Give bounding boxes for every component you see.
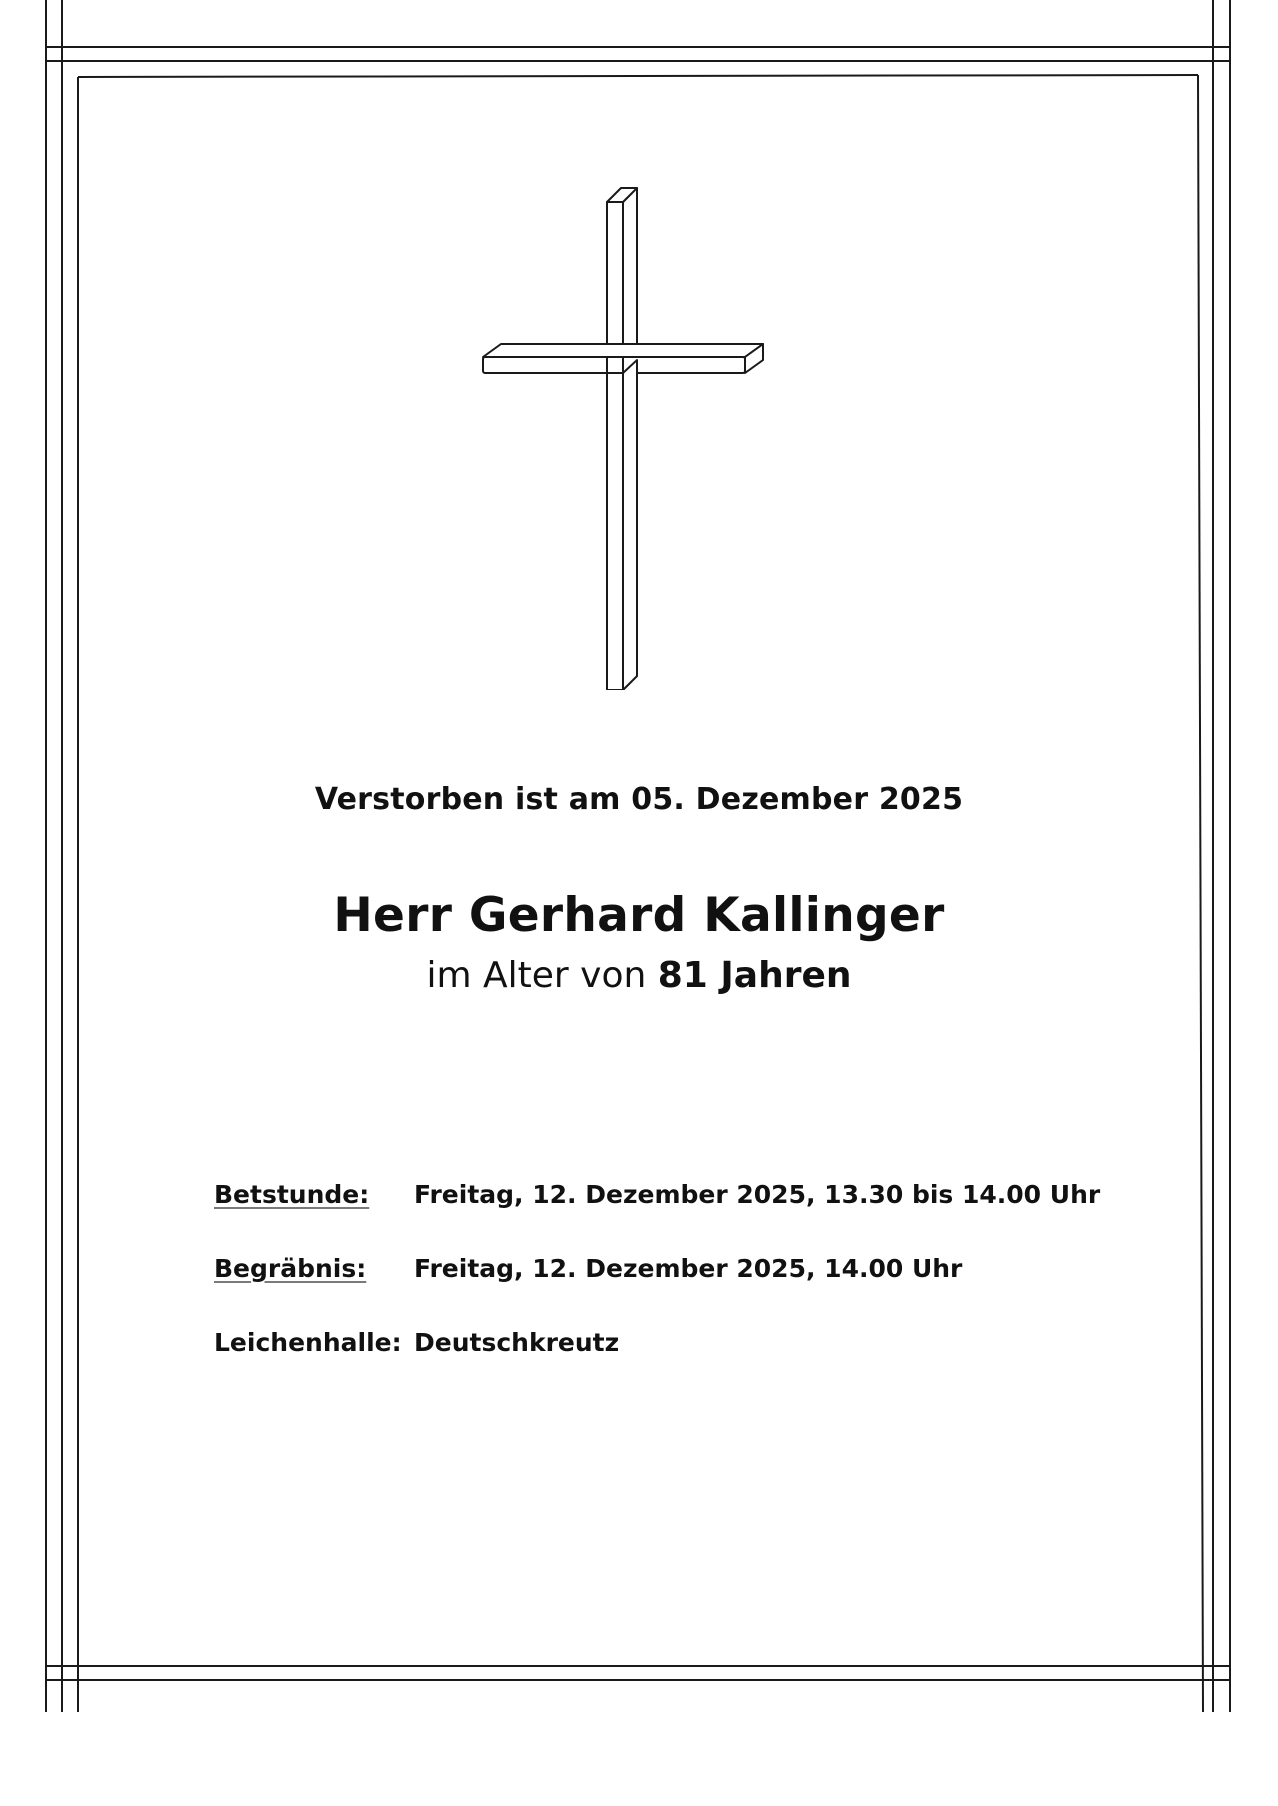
detail-row-prayer (214, 1180, 1114, 1254)
cross-icon (480, 180, 770, 690)
funeral-label: Begräbnis: (214, 1254, 367, 1283)
prayer-label: Betstunde: (214, 1180, 370, 1209)
detail-row-hall (214, 1328, 1114, 1402)
age-prefix: im Alter von (426, 955, 658, 996)
prayer-value: Freitag, 12. Dezember 2025, 13.30 bis 14.00 Uhr (414, 1180, 1101, 1209)
funeral-value: Freitag, 12. Dezember 2025, 14.00 Uhr (414, 1254, 963, 1283)
death-date-line: Verstorben ist am 05. Dezember 2025 (314, 782, 964, 817)
detail-row-funeral (214, 1254, 1114, 1328)
service-details (214, 1180, 1114, 1402)
age-line (0, 955, 1278, 996)
hall-value: Deutschkreutz (414, 1328, 620, 1357)
deceased-name: Herr Gerhard Kallinger (333, 888, 945, 943)
hall-label: Leichenhalle: (214, 1328, 402, 1357)
age-value: 81 Jahren (657, 955, 852, 996)
